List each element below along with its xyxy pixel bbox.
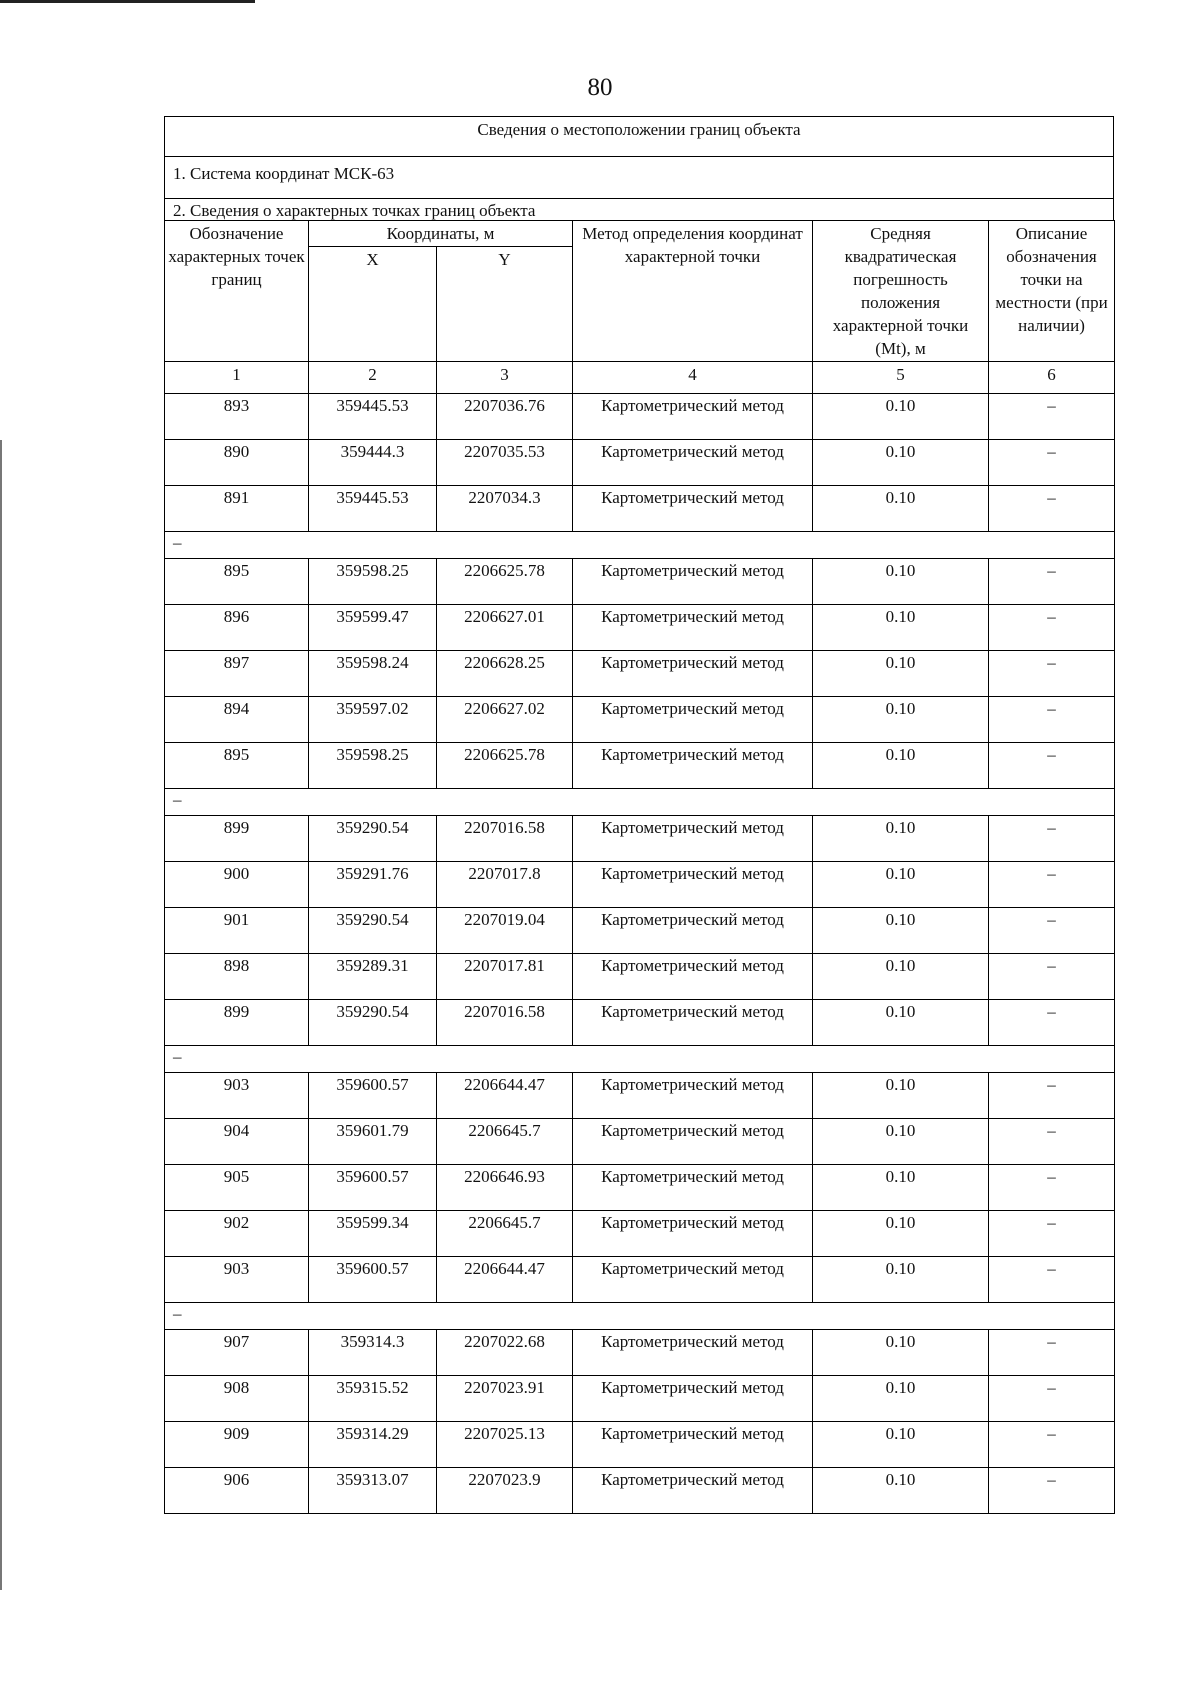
error-cell: 0.10	[813, 486, 989, 532]
description-cell: –	[989, 908, 1115, 954]
description-cell: –	[989, 1257, 1115, 1303]
x-coordinate-cell: 359601.79	[309, 1119, 437, 1165]
column-number: 4	[573, 362, 813, 394]
point-id-cell: 895	[165, 743, 309, 789]
y-coordinate-cell: 2206628.25	[437, 651, 573, 697]
y-coordinate-cell: 2207023.9	[437, 1468, 573, 1514]
table-row	[165, 559, 1115, 605]
x-coordinate-cell: 359597.02	[309, 697, 437, 743]
point-id-cell: 899	[165, 1000, 309, 1046]
point-id-cell: 891	[165, 486, 309, 532]
point-id-cell: 909	[165, 1422, 309, 1468]
method-cell: Картометрический метод	[573, 697, 813, 743]
table-title: Сведения о местоположении границ объекта	[164, 116, 1114, 156]
method-cell: Картометрический метод	[573, 1376, 813, 1422]
x-coordinate-cell: 359599.47	[309, 605, 437, 651]
point-id-cell: 894	[165, 697, 309, 743]
x-coordinate-cell: 359444.3	[309, 440, 437, 486]
error-cell: 0.10	[813, 440, 989, 486]
table-row	[165, 743, 1115, 789]
contour-separator-cell: –	[165, 1046, 1115, 1073]
table-header	[165, 221, 1115, 394]
col-header-description: Описание обозначения точки на местности (при наличии)	[989, 221, 1115, 362]
scan-margin-line	[0, 440, 2, 1590]
y-coordinate-cell: 2206627.02	[437, 697, 573, 743]
method-cell: Картометрический метод	[573, 1119, 813, 1165]
table-body	[165, 394, 1115, 1514]
error-cell: 0.10	[813, 1211, 989, 1257]
method-cell: Картометрический метод	[573, 1165, 813, 1211]
method-cell: Картометрический метод	[573, 862, 813, 908]
method-cell: Картометрический метод	[573, 743, 813, 789]
point-id-cell: 898	[165, 954, 309, 1000]
method-cell: Картометрический метод	[573, 1000, 813, 1046]
error-cell: 0.10	[813, 559, 989, 605]
method-cell: Картометрический метод	[573, 1211, 813, 1257]
method-cell: Картометрический метод	[573, 651, 813, 697]
point-id-cell: 908	[165, 1376, 309, 1422]
point-id-cell: 890	[165, 440, 309, 486]
description-cell: –	[989, 954, 1115, 1000]
y-coordinate-cell: 2206645.7	[437, 1119, 573, 1165]
method-cell: Картометрический метод	[573, 908, 813, 954]
point-id-cell: 897	[165, 651, 309, 697]
y-coordinate-cell: 2207035.53	[437, 440, 573, 486]
column-number: 1	[165, 362, 309, 394]
document-sheet	[164, 116, 1114, 1514]
table-row	[165, 1000, 1115, 1046]
x-coordinate-cell: 359600.57	[309, 1073, 437, 1119]
method-cell: Картометрический метод	[573, 1073, 813, 1119]
contour-separator-cell: –	[165, 1303, 1115, 1330]
description-cell: –	[989, 1119, 1115, 1165]
contour-separator-row	[165, 1303, 1115, 1330]
x-coordinate-cell: 359599.34	[309, 1211, 437, 1257]
error-cell: 0.10	[813, 394, 989, 440]
table-row	[165, 1330, 1115, 1376]
contour-separator-cell: –	[165, 789, 1115, 816]
description-cell: –	[989, 1000, 1115, 1046]
error-cell: 0.10	[813, 862, 989, 908]
point-id-cell: 900	[165, 862, 309, 908]
y-coordinate-cell: 2207034.3	[437, 486, 573, 532]
scan-edge-mark	[0, 0, 255, 3]
y-coordinate-cell: 2206627.01	[437, 605, 573, 651]
table-row	[165, 816, 1115, 862]
description-cell: –	[989, 1073, 1115, 1119]
table-row	[165, 697, 1115, 743]
point-id-cell: 895	[165, 559, 309, 605]
description-cell: –	[989, 1211, 1115, 1257]
point-id-cell: 907	[165, 1330, 309, 1376]
y-coordinate-cell: 2206625.78	[437, 743, 573, 789]
error-cell: 0.10	[813, 1376, 989, 1422]
y-coordinate-cell: 2206645.7	[437, 1211, 573, 1257]
point-id-cell: 902	[165, 1211, 309, 1257]
error-cell: 0.10	[813, 1165, 989, 1211]
y-coordinate-cell: 2207017.81	[437, 954, 573, 1000]
method-cell: Картометрический метод	[573, 954, 813, 1000]
method-cell: Картометрический метод	[573, 1257, 813, 1303]
table-row	[165, 394, 1115, 440]
coordinate-system: 1. Система координат МСК-63	[164, 156, 1114, 198]
table-row	[165, 1257, 1115, 1303]
description-cell: –	[989, 394, 1115, 440]
description-cell: –	[989, 486, 1115, 532]
x-coordinate-cell: 359290.54	[309, 1000, 437, 1046]
error-cell: 0.10	[813, 816, 989, 862]
method-cell: Картометрический метод	[573, 1468, 813, 1514]
y-coordinate-cell: 2207036.76	[437, 394, 573, 440]
contour-separator-row	[165, 789, 1115, 816]
description-cell: –	[989, 1165, 1115, 1211]
column-numbers-row	[165, 362, 1115, 394]
page-number: 80	[587, 74, 613, 101]
error-cell: 0.10	[813, 1119, 989, 1165]
y-coordinate-cell: 2207025.13	[437, 1422, 573, 1468]
col-header-x: X	[309, 247, 437, 362]
point-id-cell: 903	[165, 1073, 309, 1119]
x-coordinate-cell: 359290.54	[309, 816, 437, 862]
error-cell: 0.10	[813, 1073, 989, 1119]
table-row	[165, 1165, 1115, 1211]
error-cell: 0.10	[813, 1000, 989, 1046]
error-cell: 0.10	[813, 697, 989, 743]
y-coordinate-cell: 2207017.8	[437, 862, 573, 908]
point-id-cell: 905	[165, 1165, 309, 1211]
contour-separator-cell: –	[165, 532, 1115, 559]
contour-separator-row	[165, 1046, 1115, 1073]
y-coordinate-cell: 2207016.58	[437, 816, 573, 862]
table-row	[165, 862, 1115, 908]
y-coordinate-cell: 2206644.47	[437, 1257, 573, 1303]
table-row	[165, 1119, 1115, 1165]
y-coordinate-cell: 2207022.68	[437, 1330, 573, 1376]
method-cell: Картометрический метод	[573, 1422, 813, 1468]
point-id-cell: 893	[165, 394, 309, 440]
error-cell: 0.10	[813, 605, 989, 651]
x-coordinate-cell: 359600.57	[309, 1165, 437, 1211]
x-coordinate-cell: 359314.3	[309, 1330, 437, 1376]
x-coordinate-cell: 359291.76	[309, 862, 437, 908]
x-coordinate-cell: 359598.25	[309, 743, 437, 789]
point-id-cell: 903	[165, 1257, 309, 1303]
table-row	[165, 651, 1115, 697]
error-cell: 0.10	[813, 954, 989, 1000]
method-cell: Картометрический метод	[573, 559, 813, 605]
method-cell: Картометрический метод	[573, 440, 813, 486]
table-row	[165, 1376, 1115, 1422]
error-cell: 0.10	[813, 1257, 989, 1303]
point-id-cell: 906	[165, 1468, 309, 1514]
section-heading: 2. Сведения о характерных точках границ объекта	[164, 198, 1114, 220]
x-coordinate-cell: 359445.53	[309, 394, 437, 440]
x-coordinate-cell: 359289.31	[309, 954, 437, 1000]
method-cell: Картометрический метод	[573, 1330, 813, 1376]
y-coordinate-cell: 2207023.91	[437, 1376, 573, 1422]
method-cell: Картометрический метод	[573, 816, 813, 862]
table-row	[165, 1468, 1115, 1514]
description-cell: –	[989, 605, 1115, 651]
table-row	[165, 1073, 1115, 1119]
y-coordinate-cell: 2206625.78	[437, 559, 573, 605]
column-number: 2	[309, 362, 437, 394]
x-coordinate-cell: 359313.07	[309, 1468, 437, 1514]
error-cell: 0.10	[813, 743, 989, 789]
x-coordinate-cell: 359598.25	[309, 559, 437, 605]
table-row	[165, 486, 1115, 532]
x-coordinate-cell: 359290.54	[309, 908, 437, 954]
point-id-cell: 899	[165, 816, 309, 862]
x-coordinate-cell: 359315.52	[309, 1376, 437, 1422]
error-cell: 0.10	[813, 651, 989, 697]
y-coordinate-cell: 2207016.58	[437, 1000, 573, 1046]
table-row	[165, 1422, 1115, 1468]
method-cell: Картометрический метод	[573, 605, 813, 651]
table-row	[165, 908, 1115, 954]
description-cell: –	[989, 651, 1115, 697]
description-cell: –	[989, 1330, 1115, 1376]
method-cell: Картометрический метод	[573, 486, 813, 532]
description-cell: –	[989, 1376, 1115, 1422]
description-cell: –	[989, 559, 1115, 605]
description-cell: –	[989, 697, 1115, 743]
table-row	[165, 1211, 1115, 1257]
point-id-cell: 904	[165, 1119, 309, 1165]
y-coordinate-cell: 2206646.93	[437, 1165, 573, 1211]
error-cell: 0.10	[813, 1422, 989, 1468]
col-header-coordinates: Координаты, м	[309, 221, 573, 247]
description-cell: –	[989, 743, 1115, 789]
x-coordinate-cell: 359598.24	[309, 651, 437, 697]
col-header-method: Метод определения координат характерной точки	[573, 221, 813, 362]
description-cell: –	[989, 440, 1115, 486]
point-id-cell: 896	[165, 605, 309, 651]
description-cell: –	[989, 816, 1115, 862]
description-cell: –	[989, 1468, 1115, 1514]
x-coordinate-cell: 359600.57	[309, 1257, 437, 1303]
y-coordinate-cell: 2206644.47	[437, 1073, 573, 1119]
x-coordinate-cell: 359314.29	[309, 1422, 437, 1468]
error-cell: 0.10	[813, 1330, 989, 1376]
boundary-points-table	[164, 220, 1115, 1514]
col-header-designation: Обозначение характерных точек границ	[165, 221, 309, 362]
y-coordinate-cell: 2207019.04	[437, 908, 573, 954]
column-number: 5	[813, 362, 989, 394]
error-cell: 0.10	[813, 1468, 989, 1514]
description-cell: –	[989, 862, 1115, 908]
error-cell: 0.10	[813, 908, 989, 954]
column-number: 3	[437, 362, 573, 394]
contour-separator-row	[165, 532, 1115, 559]
description-cell: –	[989, 1422, 1115, 1468]
col-header-y: Y	[437, 247, 573, 362]
method-cell: Картометрический метод	[573, 394, 813, 440]
table-row	[165, 605, 1115, 651]
x-coordinate-cell: 359445.53	[309, 486, 437, 532]
column-number: 6	[989, 362, 1115, 394]
point-id-cell: 901	[165, 908, 309, 954]
col-header-error: Средняя квадратическая погрешность положения характерной точки (Mt), м	[813, 221, 989, 362]
table-row	[165, 440, 1115, 486]
table-row	[165, 954, 1115, 1000]
